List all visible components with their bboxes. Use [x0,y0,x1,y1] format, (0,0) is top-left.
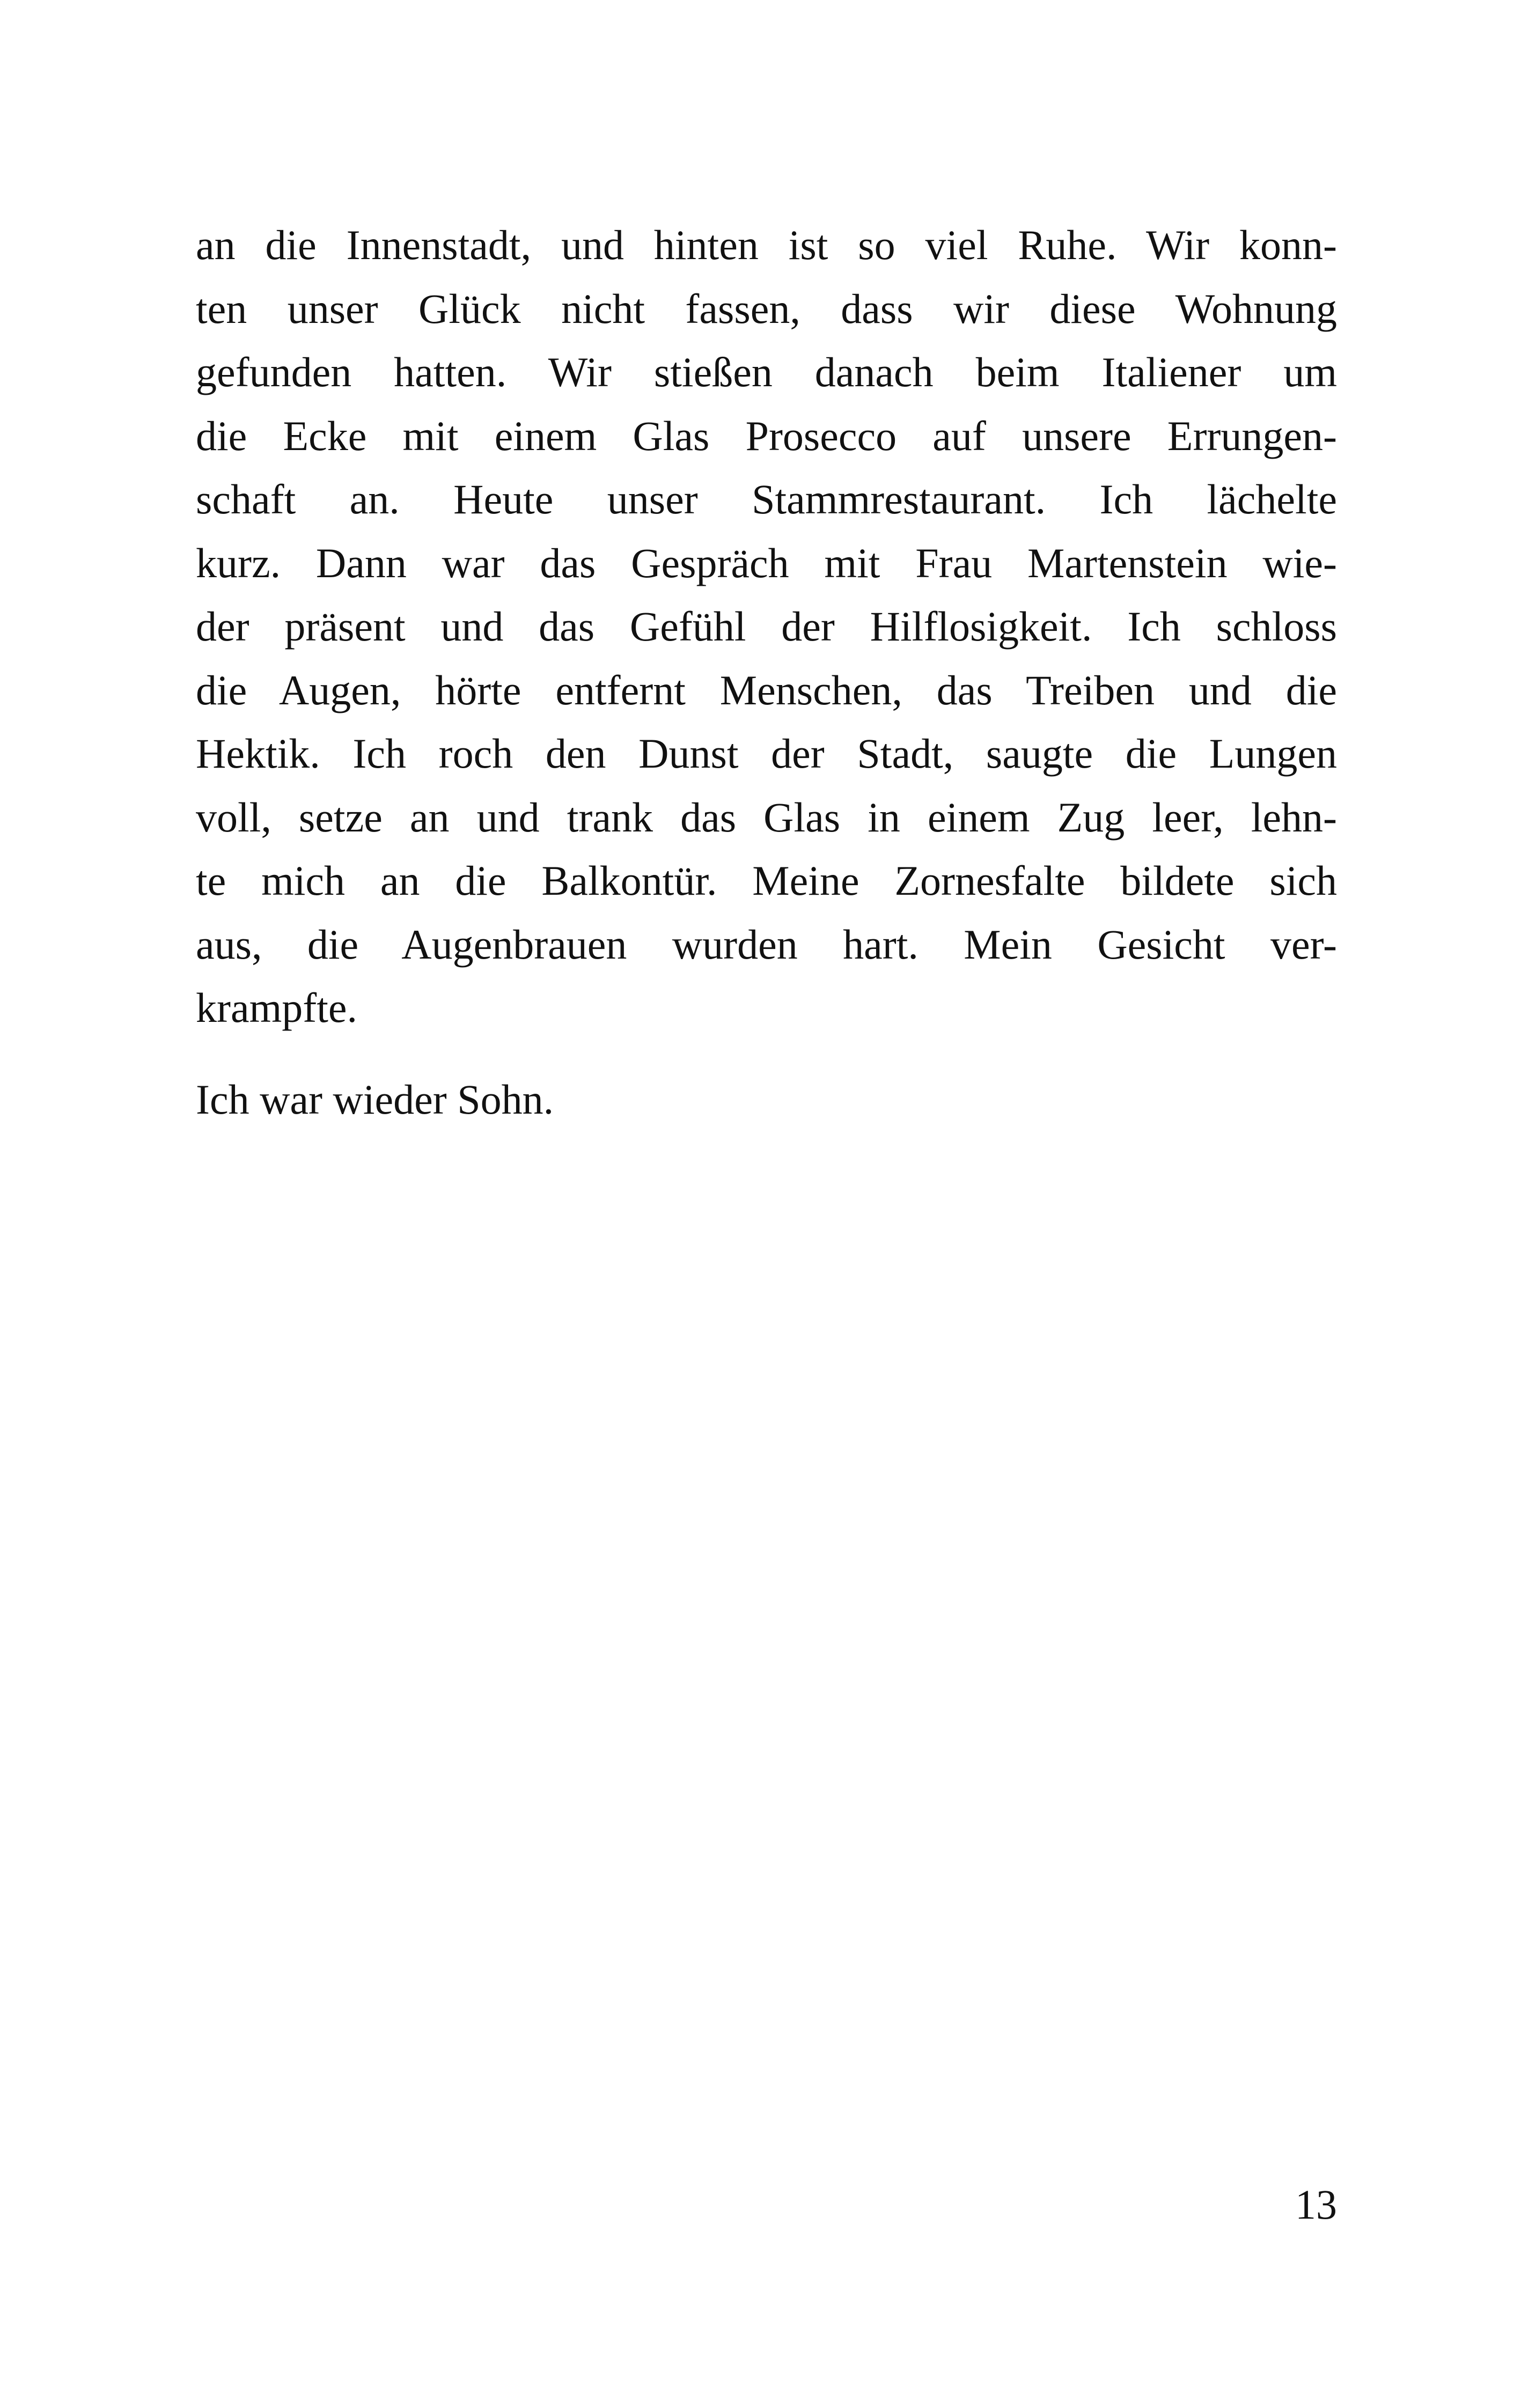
paragraph [196,213,1337,1040]
text-line: Hektik. Ich roch den Dunst der Stadt, saugte die Lungen [196,730,1337,777]
text-line: die Augen, hörte entfernt Menschen, das Treiben und die [196,666,1337,713]
body-text [196,213,1337,1131]
text-line: an die Innenstadt, und hinten ist so viel Ruhe. Wir konn- [196,222,1337,268]
text-line: voll, setze an und trank das Glas in einem Zug leer, lehn- [196,793,1337,841]
text-line: aus, die Augenbrauen wurden hart. Mein Gesicht ver- [196,921,1337,968]
paragraph [196,1068,1337,1132]
text-line: krampfte. [196,984,358,1031]
page-number: 13 [1295,2181,1337,2228]
paragraph-spacing [196,1040,1337,1068]
text-line: gefunden hatten. Wir stießen danach beim Italiener um [196,349,1337,395]
text-line: der präsent und das Gefühl der Hilflosigkeit. Ich schloss [196,603,1337,650]
text-line: schaft an. Heute unser Stammrestaurant. Ich lächelte [196,476,1337,522]
text-line: kurz. Dann war das Gespräch mit Frau Martenstein wie- [196,539,1337,586]
text-line: die Ecke mit einem Glas Prosecco auf unsere Errungen- [196,412,1337,459]
text-line: te mich an die Balkontür. Meine Zornesfalte bildete sich [196,857,1337,904]
text-line: Ich war wieder Sohn. [196,1076,554,1123]
text-line: ten unser Glück nicht fassen, dass wir diese Wohnung [196,285,1337,332]
